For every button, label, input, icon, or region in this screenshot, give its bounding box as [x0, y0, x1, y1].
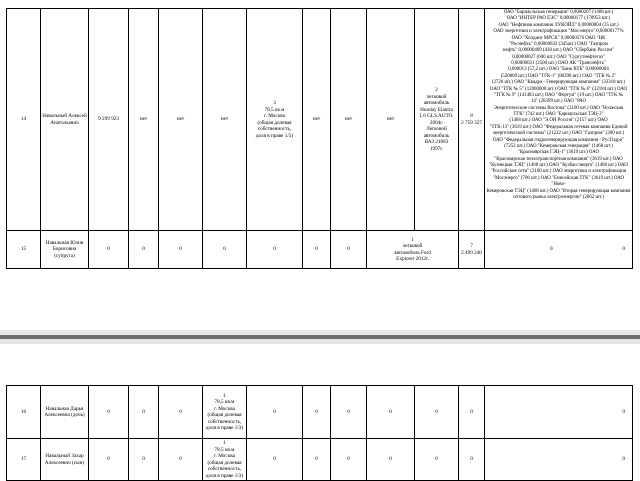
- cell-value: нет: [367, 9, 415, 231]
- cell-value: 0: [159, 386, 203, 439]
- securities-line: ОАО энергетики и электрофикации "Мосэнерго" 0,00000177%: [493, 29, 624, 35]
- cell-value: нет: [203, 9, 247, 231]
- securities-line: "ТГК-13" (3619 шт.) ОАО "Федеральная сетевая компания Единой: [489, 124, 628, 130]
- securities-line: "Кузнецкая ТЭЦ" (1468 шт.) ОАО "Кузбассэнерго" (1468 шт.) ОАО: [489, 163, 628, 168]
- person-name: Навальный Алексей Анатольевич: [41, 9, 89, 231]
- vehicles-cell: 2 легковой автомобиль Hunday Elantra 1.6 GLS AUTO. 2004г. Легковой автомобиль ВАЗ 21083 1997г.: [415, 9, 459, 231]
- cell-value: 0: [331, 231, 367, 269]
- funds-cell: 7 2 499 240: [459, 231, 485, 269]
- cell-value: 0: [247, 231, 303, 269]
- securities-line: ОАО "Нефтяная компания ЛУКОЙЛ" 0,00000004 (35 шт.): [498, 22, 619, 28]
- cell-value: 0: [247, 386, 303, 439]
- cell-value: 0: [367, 439, 415, 481]
- cell-value: 0: [331, 439, 367, 481]
- income-value: 9 299 923: [89, 9, 129, 231]
- securities-line: 0,00000027 (600 шт.) ОАО "Сургутнефтегаз": [512, 54, 605, 60]
- cell-value: 0: [303, 439, 331, 481]
- realty-cell: 1 78,5 кв.м г. Москва (общая долевая собственность, доля в праве 1/3): [203, 439, 247, 481]
- row-number: 16: [7, 386, 41, 439]
- securities-line: (1468 шт.) ОАО "Э.ОН Россия" (2157 шт.) ОАО: [509, 118, 608, 124]
- securities-line: "ТГК № 9" (141483 шт.) ОАО "Фортум" (19 шт.) ОАО "ТГК №: [493, 92, 624, 98]
- realty-cell: 3 78,5 кв.м г. Москва (общая долевая собственность, доля в праве 1/3): [247, 9, 303, 231]
- declaration-table-top: [6, 8, 633, 269]
- cell-value: 0: [459, 386, 485, 439]
- securities-line: ТГК" (742 шт.) ОАО "Барнаульская ТЭЦ-3": [513, 112, 604, 117]
- cell-value: 0: [129, 439, 159, 481]
- cell-value: 0: [303, 231, 331, 269]
- securities-line: 0,000013 (57,2 шт.) ОАО "Банк ВТБ" 0,00000004: [508, 67, 609, 73]
- cell-value: 0: [129, 231, 159, 269]
- table-row: [7, 231, 633, 269]
- cell-value: 0: [415, 439, 459, 481]
- securities-line: нефть" 0,00000409 (430 шт.) ОАО "Сбербанк России": [502, 48, 615, 54]
- person-name: Навальная Дарья Алексеевна (дочь): [41, 386, 89, 439]
- cell-value: 0: [89, 231, 129, 269]
- realty-cell: 1 78,5 кв.м г. Москва (общая долевая собственность, доля в праве 1/3): [203, 386, 247, 439]
- securities-line: (520000 шт.) ОАО "ТГК-1" (80298 шт.) ОАО "ТГК № 2": [500, 73, 617, 79]
- person-name: Навальная Юлия Борисовна (супруга): [41, 231, 89, 269]
- cell-value: 0: [129, 386, 159, 439]
- securities-line: оптового рынка электроэнергии" (2062 шт.): [513, 194, 604, 200]
- cell-value: 0: [459, 439, 485, 481]
- cell-value: 0: [367, 386, 415, 439]
- cell-value: нет: [159, 9, 203, 231]
- row-number: 14: [7, 9, 41, 231]
- securities-list: [485, 9, 633, 231]
- securities-line: ОАО "Барнаульская генерация" 0,0000207 (1468 шт.): [503, 10, 614, 15]
- securities-line: ОАО "Федеральная гидрогенерирующая компания - РусГидро": [492, 137, 625, 143]
- securities-line: 0,00000031 (2500 шт.) ОАО АК "Транснефть": [511, 61, 606, 66]
- cell-value: 0: [89, 439, 129, 481]
- cell-value: 0: [331, 386, 367, 439]
- securities-line: "Красноярская ГЭЦ-1" (3619 шт.) ОАО: [517, 150, 600, 156]
- funds-cell: 8 2 759 327: [459, 9, 485, 231]
- row-number: 17: [7, 439, 41, 481]
- securities-line: Кемеровская ТЭЦ" (1468 шт.) ОАО "Вторая генерирующая компания: [486, 188, 631, 194]
- securities-value: 0: [485, 439, 633, 481]
- table-row: [7, 439, 633, 481]
- vehicles-cell: 1 легковой автомобиль Ford Explorer 2012г.: [367, 231, 459, 269]
- securities-value: 0 0: [485, 231, 633, 269]
- securities-line: ОАО "Холдинг МРСК" 0,00000576 ОАО "НК: [511, 35, 606, 41]
- cell-value: 0: [203, 231, 247, 269]
- securities-line: "Роснефть" 0,00000032 (345шт.) ОАО "Газпром: [509, 41, 608, 47]
- securities-line: энергетической системы" (21222 шт.) ОАО "Газпром" (200 шт.): [492, 131, 625, 137]
- page-separator: [0, 330, 640, 344]
- securities-line: ОАО "ИНТЕР РАО ЕЭС" 0,00000177 (170953 шт.): [506, 16, 611, 22]
- securities-line: ОАО "ТГК № 5" (12000000 шт.) ОАО "ТГК № 6" (32184 шт.) ОАО: [489, 86, 628, 92]
- securities-line: 14" (28399 шт.) ОАО "РАО: [530, 99, 587, 105]
- declaration-table-bottom: [6, 385, 633, 481]
- securities-line: (7252 шт.) ОАО "Кемеровская генерация" (1468 шт.): [504, 143, 613, 149]
- securities-line: (2726 шт.) ОАО "Квадра - Генерирующая компания" (33318 шт.): [491, 80, 626, 86]
- cell-value: нет: [303, 9, 331, 231]
- cell-value: 0: [159, 439, 203, 481]
- cell-value: 0: [415, 386, 459, 439]
- cell-value: 0: [247, 439, 303, 481]
- table-row: [7, 386, 633, 439]
- securities-line: "Российские сети" (2100 шт.) ОАО энергетики и электрофикации: [490, 169, 627, 175]
- person-name: Навальный Захар Алексеевич (сын): [41, 439, 89, 481]
- cell-value: нет: [331, 9, 367, 231]
- cell-value: 0: [159, 231, 203, 269]
- cell-value: 0: [303, 386, 331, 439]
- cell-value: 0: [89, 386, 129, 439]
- row-number: 15: [7, 231, 41, 269]
- table-row: [7, 9, 633, 231]
- securities-line: "Красноярская теплотранспортная компания" (3619 шт.) ОАО: [494, 156, 623, 162]
- securities-value: 0: [485, 386, 633, 439]
- securities-line: "Мосэнерго" (706 шт.) ОАО "Енисейская ТГК" (3619 шт.) ОАО "Ново-: [492, 175, 625, 188]
- cell-value: нет: [129, 9, 159, 231]
- securities-line: Энергетические системы Востока" (2100 шт.) ОАО "Волжская: [493, 105, 624, 111]
